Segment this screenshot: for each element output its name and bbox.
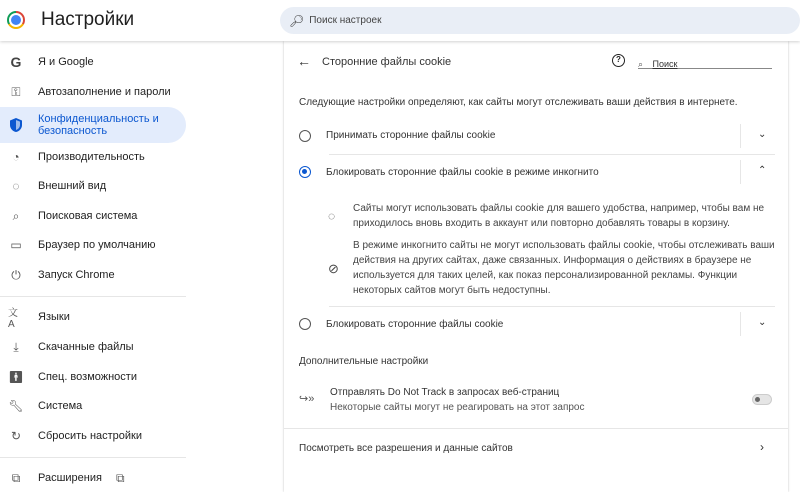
- extension-icon: ⧉: [11, 470, 21, 485]
- cookie-settings-card: [284, 41, 788, 492]
- browser-icon: ▭: [10, 238, 22, 252]
- reset-icon: ↻: [10, 429, 22, 443]
- option-label: Принимать сторонние файлы cookie: [326, 130, 496, 141]
- sidebar-item-languages[interactable]: 文A Языки: [8, 308, 70, 330]
- sidebar-item-you-and-google[interactable]: G Я и Google: [0, 48, 186, 76]
- wrench-icon: 🔧︎: [8, 399, 24, 413]
- site-data-link[interactable]: [284, 429, 788, 469]
- external-link-icon: ⧉: [116, 470, 125, 485]
- chevron-right-icon: ›: [760, 440, 764, 454]
- radio-accept-cookies[interactable]: [299, 130, 311, 142]
- translate-icon: 文A: [8, 308, 18, 330]
- shield-icon: [8, 117, 24, 133]
- chevron-down-icon[interactable]: ⌄: [758, 317, 767, 328]
- page-title: Настройки: [41, 9, 135, 30]
- accessibility-icon: 🚹︎: [8, 370, 24, 384]
- dnt-toggle[interactable]: [752, 394, 772, 405]
- sidebar-item-performance[interactable]: ◔ Производительность: [0, 143, 186, 171]
- option-label: Блокировать сторонние файлы cookie: [326, 319, 504, 330]
- cookie-icon: ◌: [328, 209, 336, 223]
- sidebar-item-privacy[interactable]: Конфиденциальность и безопасность: [0, 107, 186, 143]
- header: [0, 0, 800, 41]
- palette-icon: ◌: [12, 179, 20, 193]
- sidebar-item-search-engine[interactable]: ⌕ Поисковая система: [0, 202, 186, 230]
- block-icon: ⊘: [328, 261, 339, 276]
- sidebar-divider: [0, 457, 186, 458]
- detail-text: В режиме инкогнито сайты не могут использовать файлы cookie, чтобы отслеживать ваши действия на других сайтах, даже связанных. Информация о действиях в браузере не используется для таких целей, как показ персонализированной рекламы. Функции некоторых сайтов могут быть недоступны.: [353, 240, 775, 296]
- sidebar-item-default-browser[interactable]: ▭ Браузер по умолчанию: [0, 231, 186, 259]
- divider: [740, 312, 741, 336]
- search-icon: ⌕: [12, 208, 20, 223]
- sidebar-divider: [0, 296, 186, 297]
- subpage-title: Сторонние файлы cookie: [322, 56, 452, 68]
- sidebar-item-downloads[interactable]: ⤓ Скачанные файлы: [0, 333, 186, 361]
- search-icon: ⌕: [638, 59, 644, 69]
- sidebar: [0, 41, 200, 492]
- sidebar-item-system[interactable]: 🔧︎ Система: [8, 399, 83, 413]
- speedometer-icon: ◔: [12, 150, 20, 164]
- chevron-up-icon[interactable]: ⌃: [758, 165, 767, 176]
- detail-text: Сайты могут использовать файлы cookie для вашего удобства, например, чтобы вам не приходилось вновь входить в аккаунт или повторно добавлять товары в корзину.: [353, 203, 765, 229]
- chrome-logo-icon: [7, 11, 25, 29]
- subpage-search-input[interactable]: ⌕ Поиск: [638, 54, 772, 69]
- divider: [329, 306, 775, 307]
- chevron-down-icon[interactable]: ⌄: [758, 129, 767, 140]
- option-label: Блокировать сторонние файлы cookie в режиме инкогнито: [326, 167, 599, 178]
- sidebar-item-on-startup[interactable]: ⏻ Запуск Chrome: [0, 261, 186, 289]
- sidebar-item-extensions[interactable]: ⧉ Расширения ⧉: [0, 464, 186, 492]
- search-icon: 🔎︎: [289, 13, 305, 28]
- divider: [740, 160, 741, 184]
- sidebar-item-autofill[interactable]: ⚿ Автозаполнение и пароли: [0, 78, 186, 106]
- do-not-track-icon: ↪»: [299, 393, 315, 405]
- download-icon: ⤓: [13, 339, 19, 354]
- sidebar-item-appearance[interactable]: ◌ Внешний вид: [0, 172, 186, 200]
- sidebar-item-reset[interactable]: ↻ Сбросить настройки: [0, 422, 186, 450]
- help-icon[interactable]: ?: [612, 54, 625, 67]
- dnt-title: Отправлять Do Not Track в запросах веб-страниц: [330, 387, 560, 398]
- settings-search-input[interactable]: [280, 7, 800, 34]
- sidebar-item-accessibility[interactable]: 🚹︎ Спец. возможности: [8, 370, 137, 384]
- radio-block-incognito[interactable]: [299, 166, 311, 178]
- google-icon: G: [10, 54, 22, 70]
- back-button[interactable]: ←: [297, 53, 311, 69]
- site-data-label: Посмотреть все разрешения и данные сайтов: [299, 443, 513, 454]
- power-icon: ⏻: [11, 267, 21, 282]
- search-placeholder: Поиск настроек: [309, 15, 382, 26]
- divider: [740, 124, 741, 148]
- dnt-subtitle: Некоторые сайты могут не реагировать на этот запрос: [330, 402, 585, 413]
- description: Следующие настройки определяют, как сайты могут отслеживать ваши действия в интернете.: [299, 97, 738, 108]
- radio-block-all[interactable]: [299, 318, 311, 330]
- key-icon: ⚿: [11, 84, 21, 99]
- divider: [329, 154, 775, 155]
- advanced-settings-heading: Дополнительные настройки: [299, 356, 429, 367]
